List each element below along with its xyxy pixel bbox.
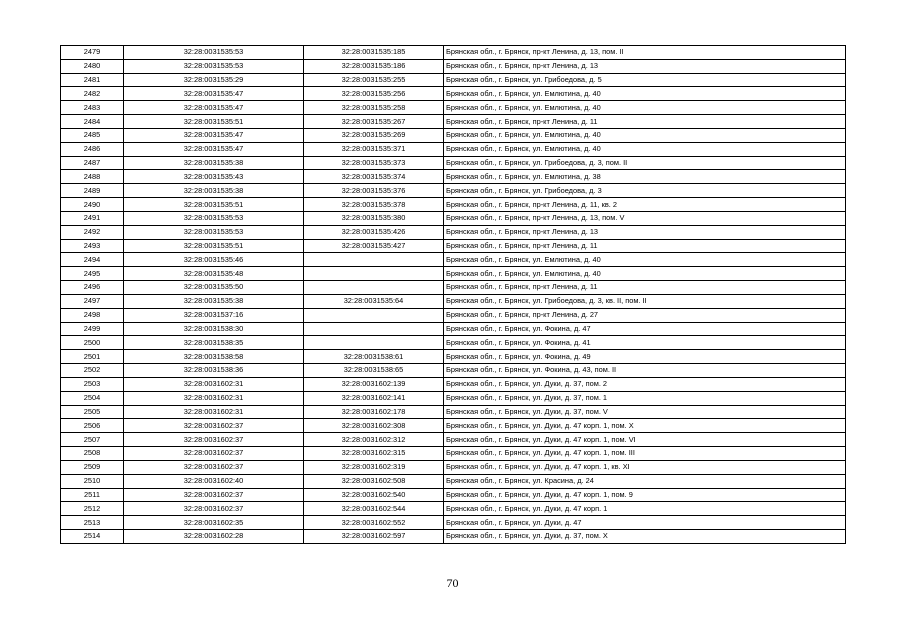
address-cell: Брянская обл., г. Брянск, ул. Красина, д. 24 <box>444 474 846 488</box>
table-row <box>61 294 846 308</box>
row-number-cell: 2493 <box>61 239 124 253</box>
row-number-cell: 2498 <box>61 308 124 322</box>
parcel-cadastral-number-cell: 32:28:0031535:47 <box>124 87 304 101</box>
parcel-cadastral-number-cell: 32:28:0031535:47 <box>124 101 304 115</box>
address-cell: Брянская обл., г. Брянск, ул. Емлютина, д. 38 <box>444 170 846 184</box>
object-cadastral-number-cell: 32:28:0031602:308 <box>304 419 444 433</box>
parcel-cadastral-number-cell: 32:28:0031535:53 <box>124 46 304 60</box>
address-cell: Брянская обл., г. Брянск, ул. Грибоедова, д. 3, пом. II <box>444 156 846 170</box>
parcel-cadastral-number-cell: 32:28:0031535:50 <box>124 281 304 295</box>
row-number-cell: 2482 <box>61 87 124 101</box>
row-number-cell: 2494 <box>61 253 124 267</box>
page-number: 70 <box>446 576 459 590</box>
object-cadastral-number-cell: 32:28:0031602:544 <box>304 502 444 516</box>
address-cell: Брянская обл., г. Брянск, ул. Грибоедова, д. 3 <box>444 184 846 198</box>
parcel-cadastral-number-cell: 32:28:0031602:31 <box>124 377 304 391</box>
object-cadastral-number-cell: 32:28:0031602:141 <box>304 391 444 405</box>
table-row <box>61 419 846 433</box>
table-row <box>61 211 846 225</box>
table-row <box>61 170 846 184</box>
row-number-cell: 2492 <box>61 225 124 239</box>
row-number-cell: 2486 <box>61 142 124 156</box>
address-cell: Брянская обл., г. Брянск, пр-кт Ленина, д. 11 <box>444 115 846 129</box>
row-number-cell: 2500 <box>61 336 124 350</box>
table-row <box>61 488 846 502</box>
table-row <box>61 460 846 474</box>
object-cadastral-number-cell: 32:28:0031535:256 <box>304 87 444 101</box>
address-cell: Брянская обл., г. Брянск, ул. Дуки, д. 47 корп. 1, пом. III <box>444 447 846 461</box>
table-row <box>61 115 846 129</box>
address-cell: Брянская обл., г. Брянск, пр-кт Ленина, д. 11, кв. 2 <box>444 198 846 212</box>
address-cell: Брянская обл., г. Брянск, ул. Дуки, д. 47 корп. 1, пом. 9 <box>444 488 846 502</box>
address-cell: Брянская обл., г. Брянск, ул. Дуки, д. 37, пом. V <box>444 405 846 419</box>
row-number-cell: 2483 <box>61 101 124 115</box>
address-cell: Брянская обл., г. Брянск, ул. Дуки, д. 47 корп. 1, кв. XI <box>444 460 846 474</box>
parcel-cadastral-number-cell: 32:28:0031535:51 <box>124 115 304 129</box>
address-cell: Брянская обл., г. Брянск, ул. Дуки, д. 47 корп. 1 <box>444 502 846 516</box>
row-number-cell: 2487 <box>61 156 124 170</box>
row-number-cell: 2485 <box>61 128 124 142</box>
object-cadastral-number-cell: 32:28:0031535:426 <box>304 225 444 239</box>
row-number-cell: 2503 <box>61 377 124 391</box>
address-cell: Брянская обл., г. Брянск, пр-кт Ленина, д. 13, пом. II <box>444 46 846 60</box>
address-cell: Брянская обл., г. Брянск, ул. Емлютина, д. 40 <box>444 101 846 115</box>
table-row <box>61 350 846 364</box>
address-cell: Брянская обл., г. Брянск, пр-кт Ленина, д. 11 <box>444 281 846 295</box>
address-cell: Брянская обл., г. Брянск, ул. Емлютина, д. 40 <box>444 267 846 281</box>
parcel-cadastral-number-cell: 32:28:0031535:51 <box>124 198 304 212</box>
table-row <box>61 391 846 405</box>
table-body <box>61 46 846 544</box>
table-row <box>61 253 846 267</box>
object-cadastral-number-cell <box>304 308 444 322</box>
address-cell: Брянская обл., г. Брянск, пр-кт Ленина, д. 11 <box>444 239 846 253</box>
object-cadastral-number-cell: 32:28:0031535:185 <box>304 46 444 60</box>
row-number-cell: 2507 <box>61 433 124 447</box>
parcel-cadastral-number-cell: 32:28:0031535:43 <box>124 170 304 184</box>
parcel-cadastral-number-cell: 32:28:0031602:28 <box>124 529 304 543</box>
parcel-cadastral-number-cell: 32:28:0031602:40 <box>124 474 304 488</box>
table-row <box>61 239 846 253</box>
object-cadastral-number-cell: 32:28:0031602:178 <box>304 405 444 419</box>
row-number-cell: 2489 <box>61 184 124 198</box>
object-cadastral-number-cell: 32:28:0031602:540 <box>304 488 444 502</box>
object-cadastral-number-cell: 32:28:0031602:319 <box>304 460 444 474</box>
table-row <box>61 377 846 391</box>
table-row <box>61 87 846 101</box>
object-cadastral-number-cell: 32:28:0031535:269 <box>304 128 444 142</box>
parcel-cadastral-number-cell: 32:28:0031535:29 <box>124 73 304 87</box>
address-cell: Брянская обл., г. Брянск, ул. Фокина, д. 41 <box>444 336 846 350</box>
object-cadastral-number-cell: 32:28:0031535:373 <box>304 156 444 170</box>
object-cadastral-number-cell <box>304 267 444 281</box>
object-cadastral-number-cell: 32:28:0031535:380 <box>304 211 444 225</box>
row-number-cell: 2488 <box>61 170 124 184</box>
row-number-cell: 2499 <box>61 322 124 336</box>
parcel-cadastral-number-cell: 32:28:0031535:51 <box>124 239 304 253</box>
parcel-cadastral-number-cell: 32:28:0031535:53 <box>124 59 304 73</box>
row-number-cell: 2504 <box>61 391 124 405</box>
parcel-cadastral-number-cell: 32:28:0031535:53 <box>124 211 304 225</box>
object-cadastral-number-cell: 32:28:0031535:376 <box>304 184 444 198</box>
table-row <box>61 364 846 378</box>
table-row <box>61 516 846 530</box>
table-row <box>61 46 846 60</box>
parcel-cadastral-number-cell: 32:28:0031602:31 <box>124 391 304 405</box>
table-row <box>61 73 846 87</box>
address-cell: Брянская обл., г. Брянск, пр-кт Ленина, д. 13 <box>444 59 846 73</box>
row-number-cell: 2491 <box>61 211 124 225</box>
row-number-cell: 2511 <box>61 488 124 502</box>
address-cell: Брянская обл., г. Брянск, ул. Дуки, д. 47 корп. 1, пом. X <box>444 419 846 433</box>
table-row <box>61 101 846 115</box>
object-cadastral-number-cell: 32:28:0031535:64 <box>304 294 444 308</box>
parcel-cadastral-number-cell: 32:28:0031538:36 <box>124 364 304 378</box>
parcel-cadastral-number-cell: 32:28:0031602:37 <box>124 502 304 516</box>
parcel-cadastral-number-cell: 32:28:0031537:16 <box>124 308 304 322</box>
address-cell: Брянская обл., г. Брянск, ул. Фокина, д. 43, пом. II <box>444 364 846 378</box>
object-cadastral-number-cell: 32:28:0031602:312 <box>304 433 444 447</box>
property-registry-table <box>60 45 846 544</box>
table-row <box>61 433 846 447</box>
address-cell: Брянская обл., г. Брянск, ул. Грибоедова, д. 3, кв. II, пом. II <box>444 294 846 308</box>
parcel-cadastral-number-cell: 32:28:0031535:47 <box>124 128 304 142</box>
row-number-cell: 2497 <box>61 294 124 308</box>
parcel-cadastral-number-cell: 32:28:0031535:46 <box>124 253 304 267</box>
object-cadastral-number-cell: 32:28:0031535:258 <box>304 101 444 115</box>
address-cell: Брянская обл., г. Брянск, ул. Дуки, д. 47 <box>444 516 846 530</box>
table-row <box>61 322 846 336</box>
table-row <box>61 267 846 281</box>
parcel-cadastral-number-cell: 32:28:0031535:47 <box>124 142 304 156</box>
table-row <box>61 225 846 239</box>
row-number-cell: 2495 <box>61 267 124 281</box>
address-cell: Брянская обл., г. Брянск, ул. Фокина, д. 47 <box>444 322 846 336</box>
object-cadastral-number-cell: 32:28:0031602:139 <box>304 377 444 391</box>
row-number-cell: 2512 <box>61 502 124 516</box>
object-cadastral-number-cell <box>304 322 444 336</box>
address-cell: Брянская обл., г. Брянск, ул. Грибоедова, д. 5 <box>444 73 846 87</box>
parcel-cadastral-number-cell: 32:28:0031602:37 <box>124 447 304 461</box>
parcel-cadastral-number-cell: 32:28:0031602:37 <box>124 419 304 433</box>
parcel-cadastral-number-cell: 32:28:0031602:35 <box>124 516 304 530</box>
object-cadastral-number-cell: 32:28:0031535:186 <box>304 59 444 73</box>
table-row <box>61 405 846 419</box>
address-cell: Брянская обл., г. Брянск, пр-кт Ленина, д. 27 <box>444 308 846 322</box>
object-cadastral-number-cell: 32:28:0031535:371 <box>304 142 444 156</box>
table-row <box>61 198 846 212</box>
address-cell: Брянская обл., г. Брянск, ул. Емлютина, д. 40 <box>444 253 846 267</box>
row-number-cell: 2501 <box>61 350 124 364</box>
row-number-cell: 2484 <box>61 115 124 129</box>
table-row <box>61 59 846 73</box>
row-number-cell: 2490 <box>61 198 124 212</box>
row-number-cell: 2510 <box>61 474 124 488</box>
object-cadastral-number-cell: 32:28:0031535:255 <box>304 73 444 87</box>
parcel-cadastral-number-cell: 32:28:0031538:30 <box>124 322 304 336</box>
row-number-cell: 2513 <box>61 516 124 530</box>
row-number-cell: 2506 <box>61 419 124 433</box>
row-number-cell: 2502 <box>61 364 124 378</box>
address-cell: Брянская обл., г. Брянск, пр-кт Ленина, д. 13 <box>444 225 846 239</box>
table-row <box>61 474 846 488</box>
object-cadastral-number-cell <box>304 336 444 350</box>
object-cadastral-number-cell: 32:28:0031535:378 <box>304 198 444 212</box>
object-cadastral-number-cell: 32:28:0031538:65 <box>304 364 444 378</box>
object-cadastral-number-cell: 32:28:0031535:427 <box>304 239 444 253</box>
table-row <box>61 308 846 322</box>
parcel-cadastral-number-cell: 32:28:0031535:38 <box>124 294 304 308</box>
object-cadastral-number-cell: 32:28:0031602:597 <box>304 529 444 543</box>
table-row <box>61 142 846 156</box>
address-cell: Брянская обл., г. Брянск, ул. Емлютина, д. 40 <box>444 128 846 142</box>
table-row <box>61 336 846 350</box>
object-cadastral-number-cell: 32:28:0031538:61 <box>304 350 444 364</box>
address-cell: Брянская обл., г. Брянск, ул. Емлютина, д. 40 <box>444 87 846 101</box>
parcel-cadastral-number-cell: 32:28:0031602:37 <box>124 488 304 502</box>
object-cadastral-number-cell: 32:28:0031602:508 <box>304 474 444 488</box>
table-row <box>61 447 846 461</box>
parcel-cadastral-number-cell: 32:28:0031535:38 <box>124 184 304 198</box>
address-cell: Брянская обл., г. Брянск, ул. Емлютина, д. 40 <box>444 142 846 156</box>
address-cell: Брянская обл., г. Брянск, ул. Дуки, д. 47 корп. 1, пом. VI <box>444 433 846 447</box>
address-cell: Брянская обл., г. Брянск, ул. Дуки, д. 37, пом. 1 <box>444 391 846 405</box>
row-number-cell: 2480 <box>61 59 124 73</box>
address-cell: Брянская обл., г. Брянск, пр-кт Ленина, д. 13, пом. V <box>444 211 846 225</box>
object-cadastral-number-cell: 32:28:0031535:374 <box>304 170 444 184</box>
row-number-cell: 2505 <box>61 405 124 419</box>
object-cadastral-number-cell: 32:28:0031602:315 <box>304 447 444 461</box>
object-cadastral-number-cell <box>304 253 444 267</box>
parcel-cadastral-number-cell: 32:28:0031535:38 <box>124 156 304 170</box>
table-row <box>61 529 846 543</box>
row-number-cell: 2496 <box>61 281 124 295</box>
row-number-cell: 2479 <box>61 46 124 60</box>
table-row <box>61 184 846 198</box>
object-cadastral-number-cell <box>304 281 444 295</box>
row-number-cell: 2509 <box>61 460 124 474</box>
address-cell: Брянская обл., г. Брянск, ул. Фокина, д. 49 <box>444 350 846 364</box>
address-cell: Брянская обл., г. Брянск, ул. Дуки, д. 37, пом. X <box>444 529 846 543</box>
table-row <box>61 128 846 142</box>
object-cadastral-number-cell: 32:28:0031535:267 <box>304 115 444 129</box>
parcel-cadastral-number-cell: 32:28:0031535:53 <box>124 225 304 239</box>
row-number-cell: 2514 <box>61 529 124 543</box>
row-number-cell: 2481 <box>61 73 124 87</box>
table-row <box>61 281 846 295</box>
object-cadastral-number-cell: 32:28:0031602:552 <box>304 516 444 530</box>
table-row <box>61 502 846 516</box>
parcel-cadastral-number-cell: 32:28:0031602:31 <box>124 405 304 419</box>
address-cell: Брянская обл., г. Брянск, ул. Дуки, д. 37, пом. 2 <box>444 377 846 391</box>
parcel-cadastral-number-cell: 32:28:0031535:48 <box>124 267 304 281</box>
table-row <box>61 156 846 170</box>
parcel-cadastral-number-cell: 32:28:0031538:35 <box>124 336 304 350</box>
parcel-cadastral-number-cell: 32:28:0031538:58 <box>124 350 304 364</box>
row-number-cell: 2508 <box>61 447 124 461</box>
parcel-cadastral-number-cell: 32:28:0031602:37 <box>124 433 304 447</box>
parcel-cadastral-number-cell: 32:28:0031602:37 <box>124 460 304 474</box>
